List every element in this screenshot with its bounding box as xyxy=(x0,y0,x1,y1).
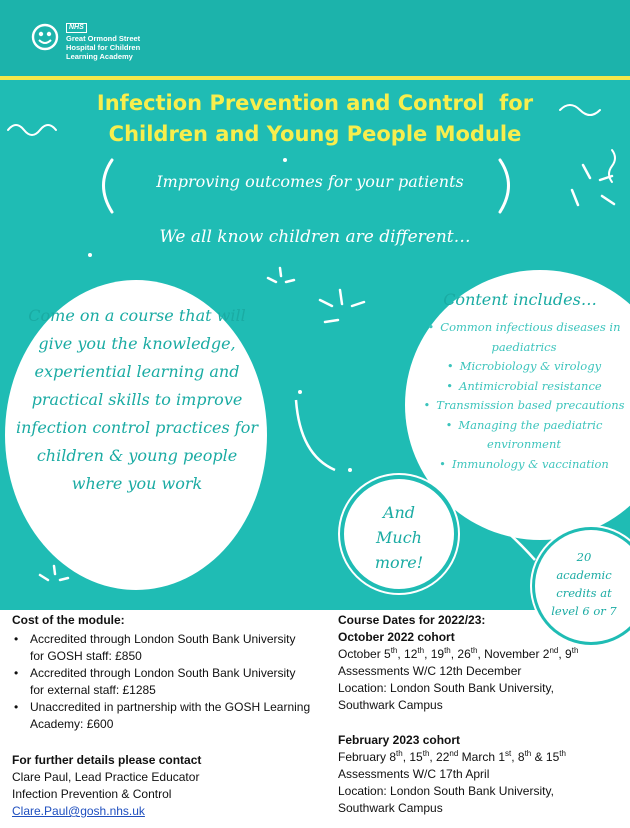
bullet-icon: • xyxy=(446,378,454,393)
oct-cohort-heading: October 2022 cohort xyxy=(338,630,455,644)
right-bracket-doodle xyxy=(500,160,509,212)
oct-assessments: Assessments W/C 12th December xyxy=(338,664,522,678)
connector-arc-1 xyxy=(296,400,335,470)
cost-section xyxy=(12,612,312,820)
list-item: • Accredited through London South Bank University for external staff: £1285 xyxy=(12,665,312,699)
list-item: • Common infectious diseases in paediatrics xyxy=(427,320,621,354)
list-item: • Transmission based precautions xyxy=(423,398,625,412)
oct-location-1: Location: London South Bank University, xyxy=(338,681,554,695)
feb-cohort xyxy=(338,732,623,817)
contact-heading: For further details please contact xyxy=(12,753,202,767)
tagline: We all know children are different… xyxy=(159,227,471,247)
list-item: • Microbiology & virology xyxy=(446,359,602,373)
list-item: • Unaccredited in partnership with the GOSH Learning Academy: £600 xyxy=(12,699,312,733)
title-line-2: Children and Young People Module xyxy=(108,122,522,146)
list-item: • Accredited through London South Bank University for GOSH staff: £850 xyxy=(12,631,312,665)
oct-dates: October 5th, 12th, 19th, 26th, November 2nd, 9th xyxy=(338,646,579,661)
feb-assessments: Assessments W/C 17th April xyxy=(338,767,490,781)
left-bracket-doodle xyxy=(104,160,113,212)
contact-email-link[interactable]: Clare.Paul@gosh.nhs.uk xyxy=(12,804,145,818)
feb-dates: February 8th, 15th, 22nd March 1st, 8th & 15th xyxy=(338,749,566,764)
org-line-2: Hospital for Children xyxy=(66,43,141,52)
cost-list xyxy=(12,631,312,733)
dates-heading: Course Dates for 2022/23: xyxy=(338,613,486,627)
subtitle: Improving outcomes for your patients xyxy=(156,172,464,191)
much-more-text: And Much more! xyxy=(374,503,424,572)
bullet-icon: • xyxy=(427,320,435,334)
feb-location-1: Location: London South Bank University, xyxy=(338,784,554,798)
list-item: • Antimicrobial resistance xyxy=(446,378,602,393)
title-line-1: Infection Prevention and Control for xyxy=(96,91,534,115)
cost-heading: Cost of the module: xyxy=(12,613,125,627)
bullet-icon: • xyxy=(445,417,453,432)
credits-text: 20 academic credits at level 6 or 7 xyxy=(551,550,617,618)
org-line-3: Learning Academy xyxy=(66,52,133,61)
bullet-icon: • xyxy=(446,359,454,373)
oct-location-2: Southwark Campus xyxy=(338,698,443,712)
content-heading: Content includes… xyxy=(443,290,597,309)
nhs-badge: NHS xyxy=(66,23,87,33)
contact-dept: Infection Prevention & Control xyxy=(12,787,172,801)
course-description: Come on a course that will give you the knowledge, experiential learning and practical skills to improve infection control practices for children & young people where you work xyxy=(15,306,259,493)
org-line-1: Great Ormond Street xyxy=(66,34,141,43)
list-item: • Immunology & vaccination xyxy=(439,456,609,471)
contact-name: Clare Paul, Lead Practice Educator xyxy=(12,770,200,784)
contact-section xyxy=(12,752,312,820)
bullet-icon: • xyxy=(439,456,446,471)
feb-location-2: Southwark Campus xyxy=(338,801,443,815)
content-list xyxy=(418,318,630,474)
bullet-icon: • xyxy=(423,398,431,412)
feb-cohort-heading: February 2023 cohort xyxy=(338,733,461,747)
list-item: • Managing the paediatric environment xyxy=(445,417,603,451)
dates-section xyxy=(338,612,623,817)
